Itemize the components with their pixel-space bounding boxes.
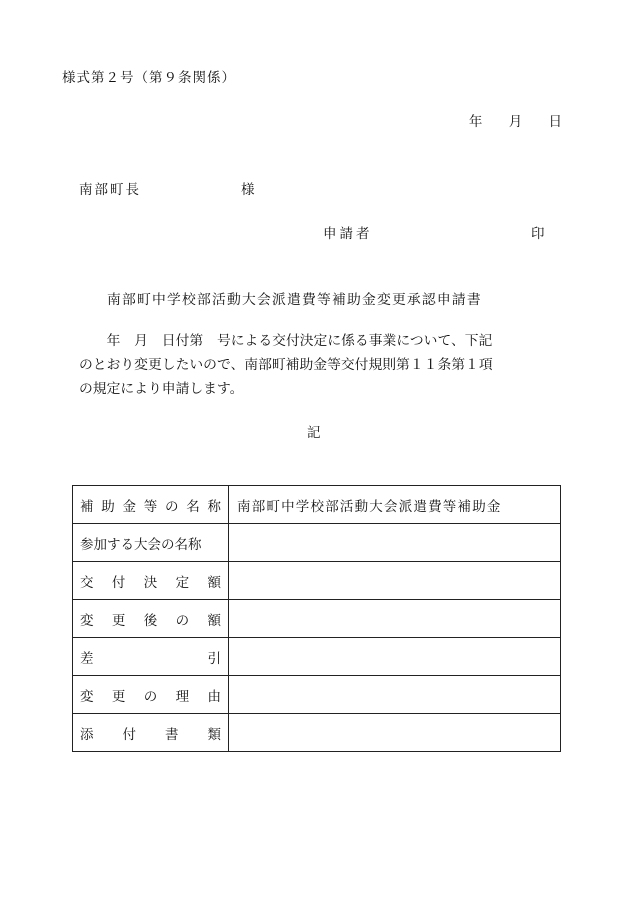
row-label-text (80, 533, 221, 553)
label-char: 付 (122, 726, 136, 743)
label-char: 後 (143, 612, 158, 629)
date-line (469, 110, 562, 130)
seal-mark: 印 (531, 226, 545, 242)
label-char: の (143, 688, 158, 705)
row-value (229, 562, 561, 600)
label-char: 交 (80, 574, 94, 591)
body-line: 年 月 日付第 号による交付決定に係る事業について、下記 (79, 333, 493, 349)
row-label (73, 486, 229, 524)
label-char: 名 (186, 498, 200, 515)
row-value (229, 714, 561, 752)
label-char: 称 (207, 498, 221, 515)
label-char: 引 (207, 650, 221, 667)
label-char: 添 (80, 726, 94, 743)
table-row (73, 638, 561, 676)
row-label-text (80, 571, 221, 591)
row-label (73, 562, 229, 600)
table-row (73, 714, 561, 752)
label-char: 書 (165, 726, 179, 743)
date-day: 日 (548, 114, 562, 130)
table-row (73, 676, 561, 714)
label-char: 等 (143, 498, 158, 515)
row-value (229, 600, 561, 638)
document-title: 南部町中学校部活動大会派遣費等補助金変更承認申請書 (107, 292, 482, 308)
label-char: 由 (207, 688, 221, 705)
ki-heading: 記 (307, 425, 321, 441)
row-label-text (80, 723, 221, 743)
label-char: の (165, 498, 179, 515)
label-char: 類 (207, 726, 221, 743)
row-label (73, 600, 229, 638)
table-row (73, 600, 561, 638)
addressee-name: 南部町長 (79, 182, 141, 198)
label-char: 決 (143, 574, 158, 591)
body-paragraph (79, 329, 567, 401)
table-row (73, 524, 561, 562)
addressee-honorific: 様 (241, 182, 255, 198)
row-label-text (80, 685, 221, 705)
row-label-text (80, 495, 221, 515)
label-char: 差 (80, 650, 94, 667)
row-label-text (80, 609, 221, 629)
applicant-label: 申請者 (323, 226, 373, 242)
body-line: の規定により申請します。 (79, 381, 244, 397)
table-row (73, 562, 561, 600)
row-label (73, 714, 229, 752)
label-char: 参加する大会の名称 (80, 536, 202, 553)
row-label (73, 638, 229, 676)
date-month: 月 (508, 114, 523, 130)
label-char: 変 (80, 688, 94, 705)
row-value (229, 638, 561, 676)
label-char: 付 (111, 574, 126, 591)
row-value (229, 676, 561, 714)
table-row (73, 486, 561, 524)
label-char: 額 (207, 612, 221, 629)
label-char: 更 (111, 612, 126, 629)
label-char: 額 (207, 574, 221, 591)
row-label-text (80, 647, 221, 667)
row-value: 南部町中学校部活動大会派遣費等補助金 (229, 486, 561, 524)
label-char: 理 (175, 688, 190, 705)
label-char: 金 (122, 498, 136, 515)
label-char: 助 (101, 498, 115, 515)
row-label (73, 676, 229, 714)
label-char: の (175, 612, 190, 629)
row-label (73, 524, 229, 562)
label-char: 定 (175, 574, 190, 591)
details-table (72, 485, 561, 752)
label-char: 更 (111, 688, 126, 705)
body-line: のとおり変更したいので、南部町補助金等交付規則第１１条第１項 (79, 357, 493, 373)
label-char: 変 (80, 612, 94, 629)
label-char: 補 (80, 498, 94, 515)
row-value (229, 524, 561, 562)
form-number: 様式第２号（第９条関係） (62, 70, 236, 86)
date-year: 年 (468, 114, 483, 130)
